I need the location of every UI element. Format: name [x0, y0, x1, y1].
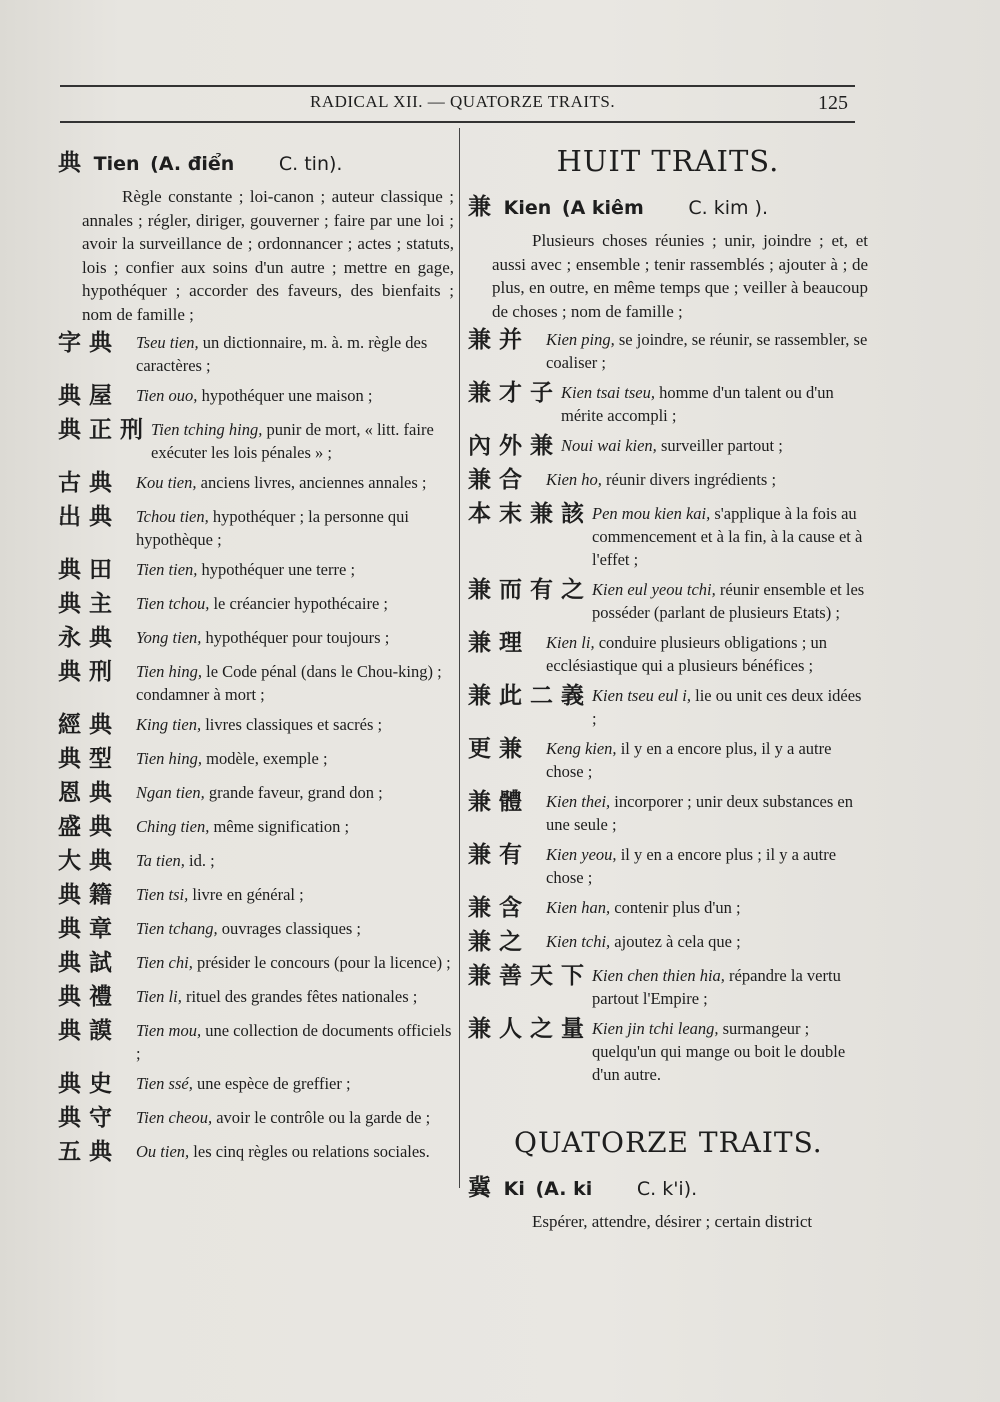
compound-gloss [546, 325, 868, 374]
compound-gloss [136, 710, 454, 740]
compound-entry [58, 1016, 454, 1065]
compound-romanization: Kien li, [546, 633, 595, 652]
head-cantonese: C. kim ). [688, 197, 769, 219]
compound-romanization: Pen mou kien kai, [592, 504, 711, 523]
compound-entry [58, 880, 454, 910]
head-romanization: Kien [503, 197, 552, 219]
compound-characters: 更 兼 [468, 736, 523, 762]
compound-gloss [136, 589, 454, 619]
compound-meaning: se joindre, se réunir, se rassembler, se coaliser ; [546, 330, 868, 372]
entry-head-kien [468, 188, 868, 221]
compound-characters: 本 末 兼 該 [468, 501, 585, 527]
compound-entry [468, 628, 868, 677]
compound-meaning: punir de mort, « litt. faire exécuter les lois pénales » ; [151, 420, 434, 462]
compound-meaning: réunir ensemble et les posséder (parlant de plusieurs Etats) ; [592, 580, 865, 622]
compound-characters: 典 型 [58, 746, 113, 772]
compound-meaning: présider le concours (pour la licence) ; [196, 953, 451, 972]
compound-meaning: avoir le contrôle ou la garde de ; [216, 1108, 431, 1127]
compound-meaning: une espèce de greffier ; [196, 1074, 351, 1093]
compound-gloss [561, 431, 868, 461]
compound-gloss [592, 575, 868, 624]
compound-romanization: Kien ping, [546, 330, 615, 349]
compound-romanization: Kien thei, [546, 792, 611, 811]
head-cantonese: C. tin). [278, 153, 343, 175]
compound-romanization: Tien tsi, [136, 885, 189, 904]
compound-characters: 典 章 [58, 916, 113, 942]
compound-gloss [136, 880, 454, 910]
compound-characters: 兼 此 二 義 [468, 683, 585, 709]
compound-romanization: Tchou tien, [136, 507, 209, 526]
compound-characters: 字 典 [58, 330, 113, 356]
compound-meaning: hypothéquer une maison ; [201, 386, 373, 405]
compound-characters: 兼 善 天 下 [468, 963, 585, 989]
compound-meaning: incorporer ; unir deux substances en une seule ; [546, 792, 853, 834]
compound-meaning: lie ou unit ces deux idées ; [592, 686, 862, 728]
compound-characters: 經 典 [58, 712, 113, 738]
compound-gloss [136, 914, 454, 944]
compound-entry [58, 1069, 454, 1099]
compound-meaning: hypothéquer ; la personne qui hypothèque ; [136, 507, 409, 549]
compound-characters: 兼 理 [468, 630, 523, 656]
compound-romanization: Tien li, [136, 987, 182, 1006]
compound-meaning: même signification ; [213, 817, 350, 836]
head-character: 典 [58, 150, 81, 176]
compound-romanization: Kien chen thien hia, [592, 966, 725, 985]
compound-romanization: Tseu tien, [136, 333, 199, 352]
compound-characters: 兼 之 [468, 929, 523, 955]
definition: Règle constante ; loi-canon ; auteur classique ; annales ; régler, diriger, gouverner ; faire par une loi ; avoir la surveillance de ; ordonnancer ; actes ; statuts, lois ; confier aux soins d'un autre ; mettre en gage, hypothéquer ; accorder des faveurs, des bienfaits ; nom de famille ; [82, 187, 454, 324]
compound-meaning: contenir plus d'un ; [614, 898, 741, 917]
compound-entry [58, 328, 454, 377]
compound-meaning: surmangeur ; quelqu'un qui mange ou boit le double d'un autre. [592, 1019, 846, 1084]
compound-romanization: Ta tien, [136, 851, 185, 870]
compound-characters: 兼 才 子 [468, 380, 554, 406]
compound-characters: 盛 典 [58, 814, 113, 840]
compound-entry [468, 734, 868, 783]
compound-entry [58, 846, 454, 876]
compound-gloss [136, 1016, 454, 1065]
head-character: 冀 [468, 1175, 491, 1201]
head-character: 兼 [468, 194, 491, 220]
compound-romanization: Kien yeou, [546, 845, 617, 864]
column-divider [459, 128, 460, 1188]
compound-meaning: modèle, exemple ; [206, 749, 328, 768]
compound-characters: 出 典 [58, 504, 113, 530]
compound-meaning: il y en a encore plus, il y a autre chose ; [546, 739, 832, 781]
compound-gloss [546, 893, 868, 923]
compound-romanization: Tien ouo, [136, 386, 198, 405]
head-romanization: Ki [503, 1178, 525, 1200]
compound-characters: 典 屋 [58, 383, 113, 409]
compound-romanization: Ngan tien, [136, 783, 205, 802]
running-header: RADICAL XII. — QUATORZE TRAITS. [310, 92, 616, 111]
compound-gloss [546, 840, 868, 889]
compound-entry [58, 710, 454, 740]
compound-romanization: Tien hing, [136, 662, 203, 681]
compound-romanization: Tien tien, [136, 560, 198, 579]
compound-romanization: Tien ssé, [136, 1074, 193, 1093]
compound-gloss [136, 982, 454, 1012]
compound-characters: 典 謨 [58, 1018, 113, 1044]
compound-gloss [136, 657, 454, 706]
compound-entry [468, 961, 868, 1010]
compound-romanization: Tien hing, [136, 749, 203, 768]
compound-characters: 兼 而 有 之 [468, 577, 585, 603]
compound-romanization: Tien chi, [136, 953, 193, 972]
page-number: 125 [818, 92, 848, 114]
compound-characters: 古 典 [58, 470, 113, 496]
compound-entry [468, 927, 868, 957]
compound-gloss [546, 927, 868, 957]
compound-romanization: Tien tching hing, [151, 420, 263, 439]
compound-gloss [592, 1014, 868, 1086]
compound-characters: 內 外 兼 [468, 433, 554, 459]
compound-gloss [136, 1069, 454, 1099]
head-cantonese: C. k'i). [636, 1178, 698, 1200]
compound-entry [468, 465, 868, 495]
compound-entry [58, 589, 454, 619]
compound-list [58, 328, 454, 1167]
compound-gloss [136, 1137, 454, 1167]
compound-meaning: le créancier hypothécaire ; [213, 594, 388, 613]
compound-meaning: ajoutez à cela que ; [614, 932, 741, 951]
compound-entry [468, 499, 868, 571]
section-heading-huit-traits: HUIT TRAITS. [556, 144, 780, 178]
compound-gloss [592, 499, 868, 571]
compound-entry [58, 1103, 454, 1133]
compound-meaning: homme d'un talent ou d'un mérite accompli ; [561, 383, 834, 425]
compound-meaning: hypothéquer une terre ; [201, 560, 356, 579]
compound-entry [468, 575, 868, 624]
compound-entry [58, 381, 454, 411]
compound-meaning: id. ; [189, 851, 215, 870]
compound-entry [468, 893, 868, 923]
compound-romanization: Kien jin tchi leang, [592, 1019, 719, 1038]
compound-characters: 五 典 [58, 1139, 113, 1165]
compound-romanization: Noui wai kien, [561, 436, 657, 455]
compound-romanization: Kien eul yeou tchi, [592, 580, 716, 599]
compound-entry [58, 744, 454, 774]
compound-entry [58, 415, 454, 464]
compound-romanization: Tien cheou, [136, 1108, 213, 1127]
compound-characters: 兼 體 [468, 789, 523, 815]
compound-romanization: Kien tsai tseu, [561, 383, 655, 402]
compound-entry [58, 948, 454, 978]
compound-entry [468, 681, 868, 730]
compound-characters: 典 正 刑 [58, 417, 144, 443]
compound-gloss [136, 502, 454, 551]
compound-romanization: Yong tien, [136, 628, 202, 647]
compound-meaning: répandre la vertu partout l'Empire ; [592, 966, 841, 1008]
compound-romanization: Kien tseu eul i, [592, 686, 692, 705]
compound-meaning: conduire plusieurs obligations ; un ecclésiastique qui a plusieurs bénéfices ; [546, 633, 827, 675]
compound-gloss [136, 846, 454, 876]
definition: Plusieurs choses réunies ; unir, joindre ; et, et aussi avec ; ensemble ; tenir rassemblés ; ajouter à ; de plus, en outre, en même temps que ; veiller à beaucoup de choses ; nom de famille ; [492, 231, 868, 321]
compound-gloss [592, 961, 868, 1010]
entry-head-tien [58, 144, 454, 177]
section-heading-quatorze-traits: QUATORZE TRAITS. [514, 1126, 823, 1159]
compound-entry [58, 812, 454, 842]
left-column [58, 140, 454, 1171]
compound-entry [468, 787, 868, 836]
compound-romanization: Keng kien, [546, 739, 617, 758]
compound-characters: 兼 合 [468, 467, 523, 493]
compound-entry [58, 502, 454, 551]
head-romanization: Tien [93, 153, 140, 175]
compound-gloss [136, 468, 454, 498]
compound-meaning: rituel des grandes fêtes nationales ; [185, 987, 418, 1006]
right-column [468, 140, 868, 1234]
compound-gloss [151, 415, 454, 464]
head-annamite: (A kiêm [561, 197, 644, 219]
compound-characters: 兼 有 [468, 842, 523, 868]
compound-characters: 典 田 [58, 557, 113, 583]
compound-characters: 典 禮 [58, 984, 113, 1010]
compound-gloss [136, 948, 454, 978]
compound-entry [468, 1014, 868, 1086]
compound-gloss [136, 778, 454, 808]
compound-meaning: il y en a encore plus ; il y a autre chose ; [546, 845, 837, 887]
compound-entry [58, 982, 454, 1012]
compound-meaning: grande faveur, grand don ; [208, 783, 383, 802]
compound-characters: 大 典 [58, 848, 113, 874]
compound-characters: 兼 并 [468, 327, 523, 353]
compound-meaning: les cinq règles ou relations sociales. [193, 1142, 430, 1161]
compound-gloss [136, 381, 454, 411]
compound-gloss [592, 681, 868, 730]
compound-romanization: Tien tchang, [136, 919, 218, 938]
compound-entry [58, 623, 454, 653]
compound-meaning: surveiller partout ; [660, 436, 783, 455]
compound-meaning: livres classiques et sacrés ; [205, 715, 383, 734]
compound-gloss [136, 623, 454, 653]
compound-romanization: Kou tien, [136, 473, 197, 492]
compound-romanization: Tien mou, [136, 1021, 202, 1040]
compound-entry [58, 778, 454, 808]
compound-gloss [136, 328, 454, 377]
compound-meaning: une collection de documents officiels ; [136, 1021, 452, 1063]
compound-characters: 兼 人 之 量 [468, 1016, 585, 1042]
compound-romanization: Kien han, [546, 898, 611, 917]
compound-characters: 恩 典 [58, 780, 113, 806]
header-rule-bottom [60, 121, 855, 123]
compound-characters: 典 刑 [58, 659, 113, 685]
compound-romanization: King tien, [136, 715, 202, 734]
definition: Espérer, attendre, désirer ; certain district [532, 1212, 813, 1231]
compound-meaning: ouvrages classiques ; [221, 919, 362, 938]
compound-entry [468, 325, 868, 374]
compound-gloss [136, 744, 454, 774]
compound-characters: 典 籍 [58, 882, 113, 908]
compound-entry [468, 378, 868, 427]
head-annamite: (A. điển [150, 153, 235, 175]
compound-meaning: s'applique à la fois au commencement et à la fin, à la cause et à l'effet ; [592, 504, 863, 569]
compound-entry [58, 468, 454, 498]
compound-gloss [136, 812, 454, 842]
compound-romanization: Ou tien, [136, 1142, 190, 1161]
compound-romanization: Tien tchou, [136, 594, 210, 613]
compound-characters: 永 典 [58, 625, 113, 651]
compound-gloss [136, 555, 454, 585]
compound-entry [58, 1137, 454, 1167]
compound-entry [58, 657, 454, 706]
head-annamite: (A. ki [535, 1178, 593, 1200]
compound-entry [58, 914, 454, 944]
compound-meaning: hypothéquer pour toujours ; [205, 628, 390, 647]
compound-gloss [546, 628, 868, 677]
compound-characters: 典 史 [58, 1071, 113, 1097]
compound-characters: 典 試 [58, 950, 113, 976]
compound-characters: 典 主 [58, 591, 113, 617]
header-rule-top [60, 85, 855, 87]
compound-gloss [546, 734, 868, 783]
compound-characters: 兼 含 [468, 895, 523, 921]
compound-romanization: Kien tchi, [546, 932, 611, 951]
compound-gloss [546, 787, 868, 836]
compound-meaning: livre en général ; [192, 885, 304, 904]
compound-gloss [546, 465, 868, 495]
compound-romanization: Ching tien, [136, 817, 210, 836]
compound-meaning: anciens livres, anciennes annales ; [200, 473, 427, 492]
compound-romanization: Kien ho, [546, 470, 602, 489]
compound-entry [468, 840, 868, 889]
compound-meaning: réunir divers ingrédients ; [606, 470, 777, 489]
compound-characters: 典 守 [58, 1105, 113, 1131]
compound-meaning: le Code pénal (dans le Chou-king) ; condamner à mort ; [136, 662, 442, 704]
compound-meaning: un dictionnaire, m. à. m. règle des caractères ; [136, 333, 428, 375]
compound-entry [468, 431, 868, 461]
compound-entry [58, 555, 454, 585]
compound-gloss [561, 378, 868, 427]
compound-list [468, 325, 868, 1086]
entry-head-ki [468, 1169, 868, 1202]
compound-gloss [136, 1103, 454, 1133]
